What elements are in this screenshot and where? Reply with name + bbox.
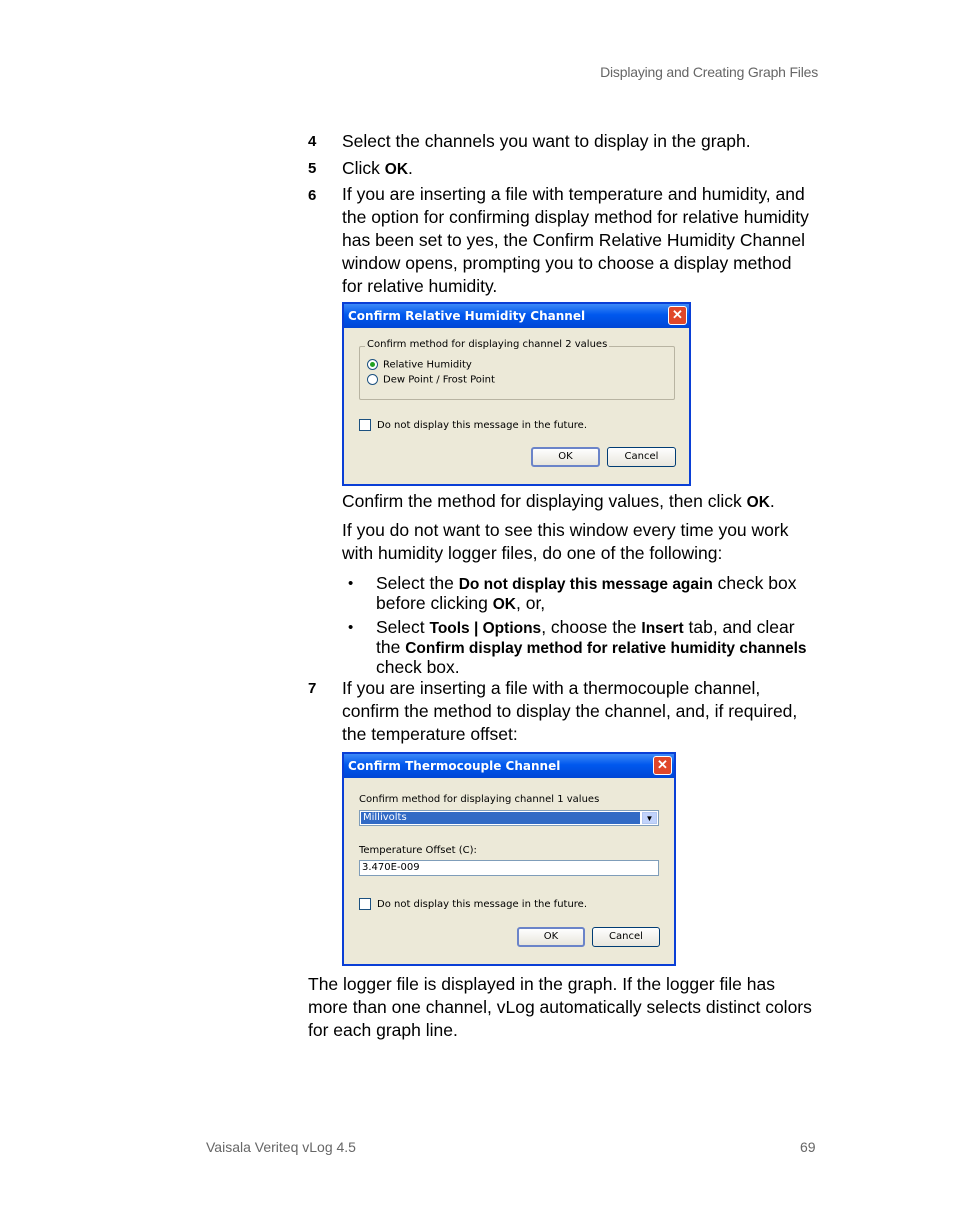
- offset-input[interactable]: 3.470E-009: [359, 860, 659, 876]
- method-groupbox: [359, 346, 675, 400]
- checkbox-icon: [359, 898, 371, 910]
- do-not-display-checkbox[interactable]: [359, 898, 587, 910]
- step-number-4: 4: [308, 133, 317, 150]
- humidity-note-text: If you do not want to see this window every time you work with humidity logger files, do one of the following:: [342, 520, 789, 563]
- checkbox-icon: [359, 419, 371, 431]
- confirm-method-text: Confirm the method for displaying values, then click OK.: [342, 491, 775, 511]
- radio-icon: [367, 374, 378, 385]
- do-not-display-checkbox[interactable]: [359, 419, 587, 431]
- step-6-text: If you are inserting a file with temperature and humidity, and the option for confirming display method for relative humidity has been set to yes, the Confirm Relative Humidity Channel window opens, prompting you to choose a display method for relative humidity.: [342, 184, 809, 296]
- radio-dew-point[interactable]: [367, 374, 495, 386]
- confirm-rh-dialog: [342, 302, 691, 486]
- page-number: 69: [800, 1139, 816, 1155]
- running-header: Displaying and Creating Graph Files: [600, 64, 818, 80]
- step-number-6: 6: [308, 187, 317, 204]
- close-icon[interactable]: ✕: [653, 756, 672, 775]
- confirm-thermocouple-dialog: [342, 752, 676, 966]
- checkbox-label: Do not display this message in the future.: [377, 899, 588, 910]
- bullet-mark: •: [348, 619, 354, 636]
- offset-label: Temperature Offset (C):: [359, 845, 477, 856]
- method-select[interactable]: [359, 810, 659, 826]
- dialog-title: Confirm Thermocouple Channel: [344, 754, 674, 778]
- checkbox-label: Do not display this message in the future.: [377, 420, 588, 431]
- step-number-7: 7: [308, 680, 317, 697]
- radio-label: Dew Point / Frost Point: [383, 374, 495, 386]
- step-4-text: Select the channels you want to display in the graph.: [342, 131, 751, 151]
- cancel-button[interactable]: Cancel: [592, 927, 660, 947]
- method-label: Confirm method for displaying channel 1 values: [359, 794, 600, 805]
- bullet-2-text: Select Tools | Options, choose the Insert tab, and clear the Confirm display method for relative humidity channels check box.: [376, 617, 807, 677]
- closing-paragraph: The logger file is displayed in the graph. If the logger file has more than one channel, vLog automatically selects distinct colors for each graph line.: [308, 974, 812, 1040]
- cancel-button[interactable]: Cancel: [607, 447, 676, 467]
- ok-button[interactable]: OK: [517, 927, 585, 947]
- radio-relative-humidity[interactable]: [367, 359, 472, 371]
- bullet-1-text: Select the Do not display this message again check box before clicking OK, or,: [376, 573, 797, 613]
- method-selected-value: Millivolts: [361, 812, 640, 824]
- step-7-text: If you are inserting a file with a thermocouple channel, confirm the method to display the channel, and, if required, the temperature offset:: [342, 678, 798, 744]
- radio-label: Relative Humidity: [383, 359, 472, 371]
- chevron-down-icon[interactable]: ▼: [642, 812, 657, 824]
- step-number-5: 5: [308, 160, 317, 177]
- close-icon[interactable]: ✕: [668, 306, 687, 325]
- dialog-title: Confirm Relative Humidity Channel: [344, 304, 689, 328]
- footer-product: Vaisala Veriteq vLog 4.5: [206, 1139, 356, 1155]
- ok-button[interactable]: OK: [531, 447, 600, 467]
- radio-selected-icon: [367, 359, 378, 370]
- bullet-mark: •: [348, 575, 354, 592]
- group-label: Confirm method for displaying channel 2 values: [367, 339, 608, 350]
- step-5-text: Click OK.: [342, 158, 413, 178]
